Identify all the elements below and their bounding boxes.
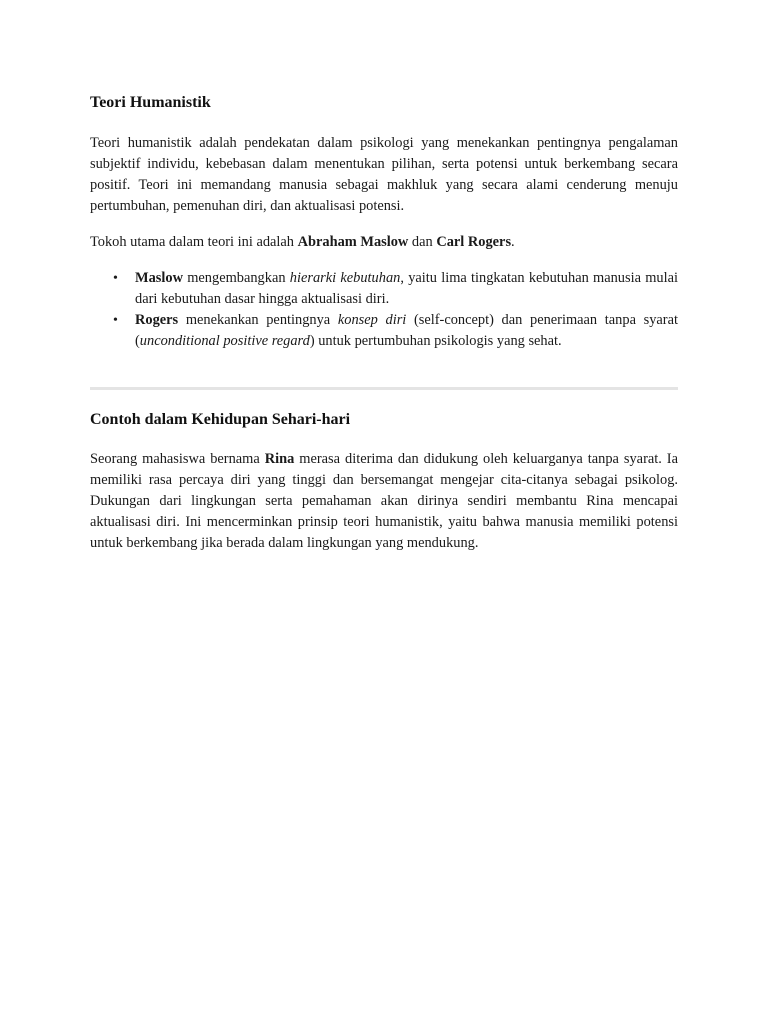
section-divider	[90, 387, 678, 390]
key-figures-suffix: .	[511, 234, 515, 250]
document-page	[90, 92, 678, 554]
key-figures-prefix: Tokoh utama dalam teori ini adalah	[90, 234, 298, 250]
list-item-text: menekankan pentingnya	[178, 312, 338, 328]
key-figures-paragraph	[90, 232, 678, 253]
section-title-teori-humanistik: Teori Humanistik	[90, 94, 211, 111]
list-item-rogers	[113, 310, 678, 352]
intro-paragraph: Teori humanistik adalah pendekatan dalam psikologi yang menekankan pentingnya pengalaman subjektif individu, kebebasan dalam menentukan pilihan, serta potensi untuk berkembang secara positif. Teori ini memandang manusia sebagai makhluk yang secara alami cenderung menuju pertumbuhan, pemenuhan diri, dan aktualisasi potensi.	[90, 135, 678, 214]
list-item-italic: konsep diri	[337, 312, 407, 328]
list-item-text: mengembangkan	[182, 270, 290, 286]
list-item-maslow	[113, 268, 679, 310]
theorist-bullet-list	[90, 268, 678, 352]
list-item-text: , yaitu lima tingkatan kebutuhan manusia mulai dari kebutuhan dasar hingga aktualisasi diri.	[135, 270, 679, 307]
example-name-rina: Rina	[264, 451, 295, 467]
section-title-contoh: Contoh dalam Kehidupan Sehari-hari	[90, 411, 351, 428]
list-item-bold: Maslow	[135, 270, 183, 286]
figure-name-rogers: Carl Rogers	[436, 234, 512, 250]
list-item-text: (self-concept) dan penerimaan tanpa syarat (	[135, 312, 678, 349]
list-item-italic: hierarki kebutuhan	[289, 270, 401, 286]
example-paragraph	[90, 449, 678, 554]
bullet-icon: •	[113, 271, 118, 286]
list-item-bold: Rogers	[135, 312, 179, 328]
figure-name-maslow: Abraham Maslow	[297, 234, 409, 250]
key-figures-conjunction: dan	[408, 234, 437, 250]
list-item-italic: unconditional positive regard	[139, 333, 310, 349]
bullet-icon: •	[113, 313, 118, 328]
list-item-text: ) untuk pertumbuhan psikologis yang sehat.	[309, 333, 562, 349]
example-suffix: merasa diterima dan didukung oleh keluarganya tanpa syarat. Ia memiliki rasa percaya diri yang tinggi dan bersemangat mengejar cita-citanya sebagai psikolog. Dukungan dari lingkungan serta pemahaman akan dirinya sendiri membantu Rina mencapai aktualisasi diri. Ini mencerminkan prinsip teori humanistik, yaitu bahwa manusia memiliki potensi untuk berkembang jika berada dalam lingkungan yang mendukung.	[90, 451, 678, 551]
example-prefix: Seorang mahasiswa bernama	[90, 451, 265, 467]
